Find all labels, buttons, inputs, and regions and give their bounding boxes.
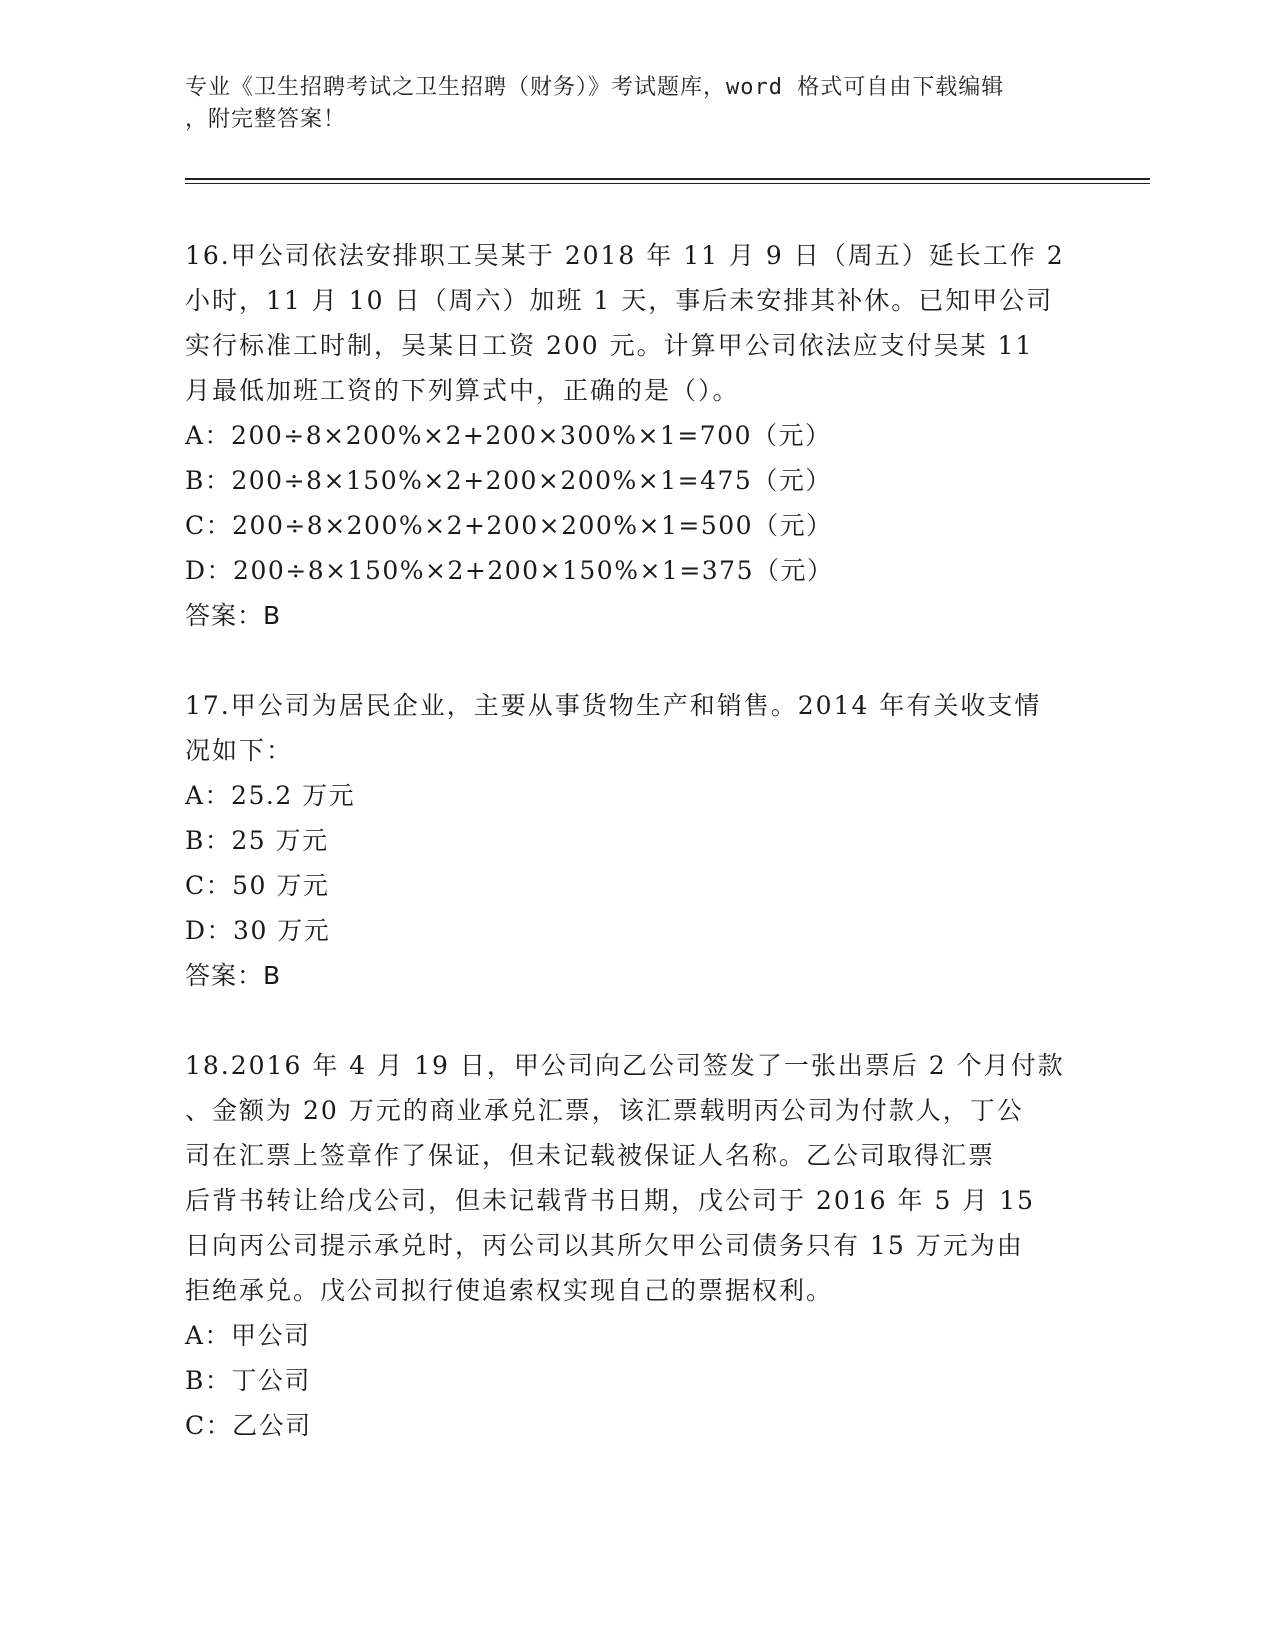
question-line: 18.2016 年 4 月 19 日，甲公司向乙公司签发了一张出票后 2 个月付款 xyxy=(185,1051,1065,1080)
question-line: 17.甲公司为居民企业，主要从事货物生产和销售。2014 年有关收支情 xyxy=(185,691,1042,720)
question-line: 日向丙公司提示承兑时，丙公司以其所欠甲公司债务只有 15 万元为由 xyxy=(185,1231,1024,1260)
option-b: B：25 万元 xyxy=(185,826,329,855)
question-line: 月最低加班工资的下列算式中，正确的是（）。 xyxy=(185,376,740,405)
option-c: C：50 万元 xyxy=(185,871,330,900)
question-line: 小时，11 月 10 日（周六）加班 1 天，事后未安排其补休。已知甲公司 xyxy=(185,286,1054,315)
answer: 答案：B xyxy=(185,961,282,990)
question-line: 况如下： xyxy=(185,736,294,765)
option-d: D：200÷8×150%×2+200×150%×1=375（元） xyxy=(185,556,834,585)
question-16 xyxy=(185,233,1085,638)
question-list xyxy=(185,233,1085,1448)
question-line: 司在汇票上签章作了保证，但未记载被保证人名称。乙公司取得汇票 xyxy=(185,1141,996,1170)
option-c: C：乙公司 xyxy=(185,1411,312,1440)
header-line-1: 专业《卫生招聘考试之卫生招聘（财务）》考试题库，word 格式可自由下载编辑 xyxy=(185,75,1005,100)
option-d: D：30 万元 xyxy=(185,916,331,945)
option-a: A：25.2 万元 xyxy=(185,781,356,810)
option-a: A：200÷8×200%×2+200×300%×1=700（元） xyxy=(185,421,832,450)
header-divider-thin xyxy=(185,183,1150,184)
header-line-2: ，附完整答案！ xyxy=(185,107,347,132)
question-line: 16.甲公司依法安排职工吴某于 2018 年 11 月 9 日（周五）延长工作 2 xyxy=(185,241,1065,270)
question-line: 后背书转让给戊公司，但未记载背书日期，戊公司于 2016 年 5 月 15 xyxy=(185,1186,1036,1215)
document-header xyxy=(185,72,1065,136)
question-17 xyxy=(185,683,1085,998)
option-b: B：200÷8×150%×2+200×200%×1=475（元） xyxy=(185,466,832,495)
answer: 答案：B xyxy=(185,601,282,630)
question-line: 拒绝承兑。戊公司拟行使追索权实现自己的票据权利。 xyxy=(185,1276,834,1305)
question-line: 实行标准工时制，吴某日工资 200 元。计算甲公司依法应支付吴某 11 xyxy=(185,331,1034,360)
question-line: 、金额为 20 万元的商业承兑汇票，该汇票载明丙公司为付款人，丁公 xyxy=(185,1096,1024,1125)
question-18 xyxy=(185,1043,1085,1448)
header-divider-thick xyxy=(185,178,1150,180)
option-b: B：丁公司 xyxy=(185,1366,311,1395)
option-c: C：200÷8×200%×2+200×200%×1=500（元） xyxy=(185,511,833,540)
option-a: A：甲公司 xyxy=(185,1321,311,1350)
